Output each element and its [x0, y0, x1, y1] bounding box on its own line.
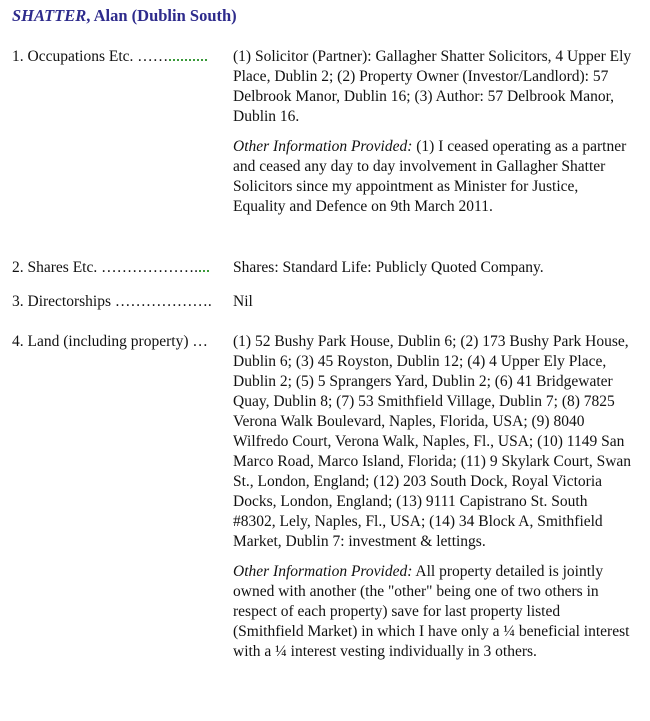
other-info-text: All property detailed is jointly owned with another (the "other" being one of two others in respect of each property) save for last property listed (Smithfield Market) in which I have only a ¼ beneficial interest with a ¼ interest vesting individually in 3 others. — [233, 563, 630, 660]
section-label-occupations — [12, 47, 207, 67]
leader-dots: ………………. — [101, 259, 198, 276]
leader-dots: ………………. — [114, 293, 212, 310]
section-1-label-text: 1. Occupations Etc. — [12, 48, 134, 65]
leader-dots: … — [192, 333, 208, 350]
spellcheck-squiggle — [199, 270, 209, 272]
section-content-shares — [233, 258, 633, 278]
section-label-land — [12, 332, 208, 352]
section-2-text: Shares: Standard Life: Publicly Quoted Company. — [233, 259, 544, 276]
other-info-label: Other Information Provided: — [233, 138, 413, 155]
section-4-text: (1) 52 Bushy Park House, Dublin 6; (2) 173 Bushy Park House, Dublin 6; (3) 45 Royston, Dublin 12; (4) 4 Upper Ely Place, Dublin 2; (5) 5 Sprangers Yard, Dublin 2; (6) 41 Bridgewater Quay, Dublin 8; (7) 53 Smithfield Village, Dublin 7; (8) 7825 Verona Walk Boulevard, Naples, Florida, USA; (9) 8040 Wilfredo Court, Verona Walk, Naples, Fl., USA; (10) 1149 San Marco Road, Marco Island, Florida; (11) 9 Skylark Court, Swan St., London, England; (12) 203 South Dock, Royal Victoria Docks, London, England; (13) 9111 Capistrano St. South #8302, Lely, Naples, Fl., USA; (14) 34 Block A, Smithfield Market, Dublin 7: investment & lettings. — [233, 333, 632, 550]
section-1-other-info — [233, 137, 633, 217]
section-3-label-text: 3. Directorships — [12, 293, 112, 310]
section-content-directorships — [233, 292, 633, 312]
section-4-other-info — [233, 562, 633, 662]
section-label-directorships — [12, 292, 212, 312]
other-info-label: Other Information Provided: — [233, 563, 413, 580]
member-title — [12, 6, 237, 26]
section-content-land — [233, 332, 633, 662]
member-surname: SHATTER — [12, 6, 87, 25]
section-1-text: (1) Solicitor (Partner): Gallagher Shatter Solicitors, 4 Upper Ely Place, Dublin 2; (2) Property Owner (Investor/Landlord): 57 Delbrook Manor, Dublin 16; (3) Author: 57 Delbrook Manor, Dublin 16. — [233, 48, 632, 125]
other-info-text: (1) I ceased operating as a partner and ceased any day to day involvement in Gallagher Shatter Solicitors since my appointment as Minister for Justice, Equality and Defence on 9th March 2011. — [233, 138, 627, 215]
leader-dots: …… — [137, 48, 169, 65]
section-content-occupations — [233, 47, 633, 217]
member-name-constituency: , Alan (Dublin South) — [86, 6, 237, 25]
section-2-label-text: 2. Shares Etc. — [12, 259, 98, 276]
spellcheck-squiggle — [169, 59, 207, 61]
section-label-shares — [12, 258, 209, 278]
section-3-text: Nil — [233, 293, 253, 310]
section-4-label-text: 4. Land (including property) — [12, 333, 189, 350]
